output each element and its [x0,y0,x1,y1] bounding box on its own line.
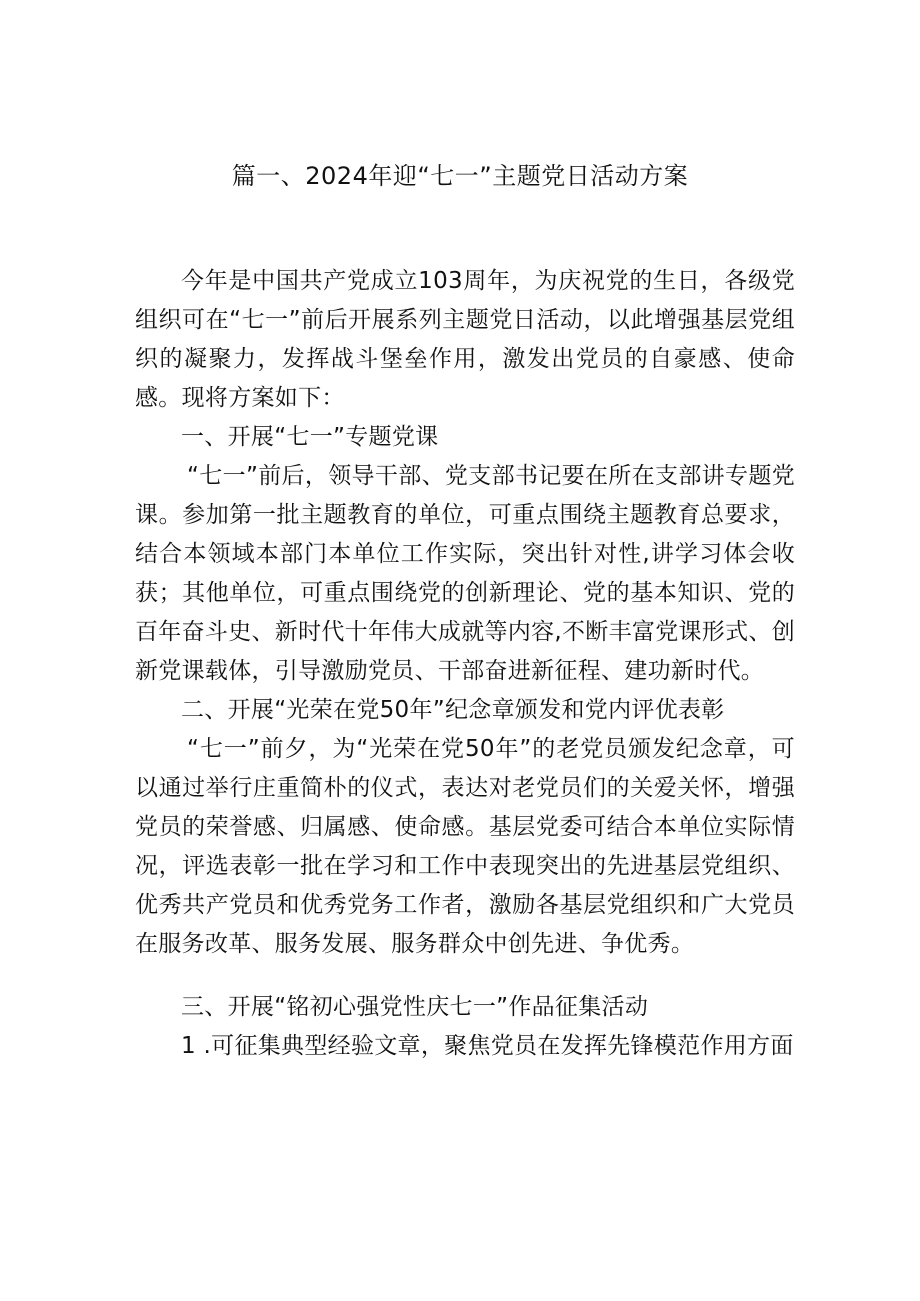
document-title: 篇一、2024年迎“七一”主题党日活动方案 [231,162,689,190]
section-2-paragraph: “七一”前夕，为“光荣在党50年”的老党员颁发纪念章，可以通过举行庄重简朴的仪式，表达对老党员们的关爱关怀，增强党员的荣誉感、归属感、使命感。基层党委可结合本单位实际情况，评选表彰一批在学习和工作中表现突出的先进基层党组织、优秀共产党员和优秀党务工作者，激励各基层党组织和广大党员在服务改革、服务发展、服务群众中创先进、争优秀。 [135,736,795,957]
document-body [135,262,795,1066]
intro-paragraph: 今年是中国共产党成立103周年，为庆祝党的生日，各级党组织可在“七一”前后开展系列主题党日活动，以此增强基层党组织的凝聚力，发挥战斗堡垒作用，激发出党员的自豪感、使命感。现将方案如下： [135,268,795,411]
section-heading-2: 二、开展“光荣在党50年”纪念章颁发和党内评优表彰 [181,697,725,723]
section-heading-1: 一、开展“七一”专题党课 [181,424,439,450]
section-3-item-1: 1 .可征集典型经验文章，聚焦党员在发挥先锋模范作用方面 [181,1033,794,1059]
section-1-paragraph: “七一”前后，领导干部、党支部书记要在所在支部讲专题党课。参加第一批主题教育的单位，可重点围绕主题教育总要求，结合本领域本部门本单位工作实际，突出针对性,讲学习体会收获；其他单位，可重点围绕党的创新理论、党的基本知识、党的百年奋斗史、新时代十年伟大成就等内容,不断丰富党课形式、创新党课载体，引导激励党员、干部奋进新征程、建功新时代。 [135,463,796,684]
section-heading-3: 三、开展“铭初心强党性庆七一”作品征集活动 [181,994,649,1020]
